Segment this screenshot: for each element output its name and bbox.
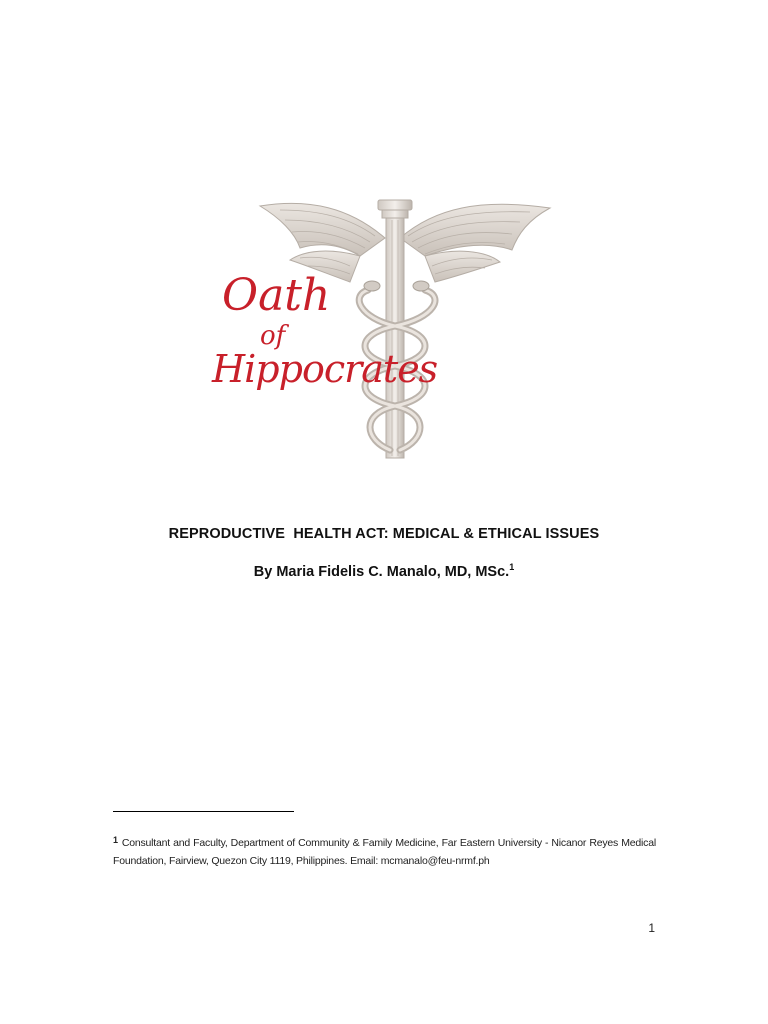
document-title: REPRODUCTIVE HEALTH ACT: MEDICAL & ETHICAL ISSUES	[168, 526, 600, 542]
author-name: By Maria Fidelis C. Manalo, MD, MSc.	[253, 564, 510, 580]
footnote-divider	[113, 811, 294, 812]
author-byline	[0, 562, 768, 580]
footnote	[113, 831, 656, 870]
footnote-text: Consultant and Faculty, Department of Community & Family Medicine, Far Eastern University - Nicanor Reyes Medical Foundation, Fairview, Quezon City 1119, Philippines. Email: mcmanalo@feu-nrmf.ph	[113, 837, 656, 867]
svg-text:Oath: Oath	[222, 270, 331, 321]
footnote-marker: 1	[113, 835, 118, 845]
svg-text:Hippocrates: Hippocrates	[212, 347, 438, 391]
page-number: 1	[648, 921, 655, 935]
svg-text:of: of	[260, 321, 286, 351]
oath-of-hippocrates-emblem	[200, 178, 570, 478]
footnote-reference: 1	[509, 562, 515, 572]
caduceus-icon	[200, 178, 570, 478]
